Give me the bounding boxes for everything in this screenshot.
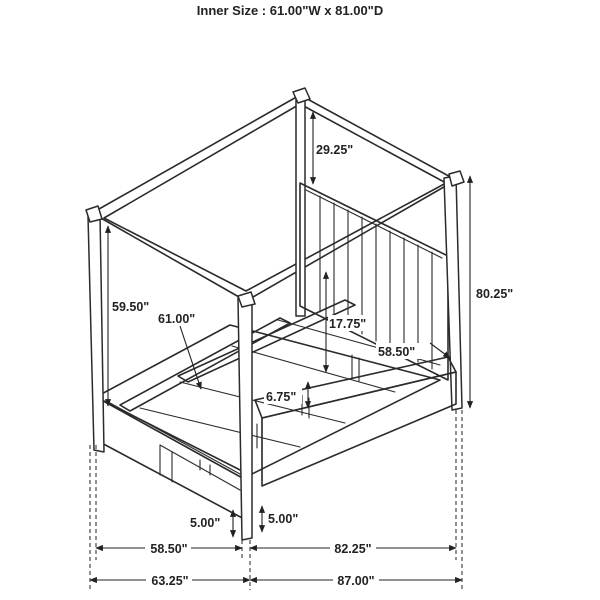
canopy-frame (92, 95, 456, 301)
label-total-height: 80.25" (476, 287, 514, 301)
label-overall-width: 63.25" (151, 574, 189, 588)
inner-size-title: Inner Size : 61.00"W x 81.00"D (196, 3, 384, 18)
label-leg-left: 5.00" (190, 516, 221, 530)
front-left-post (88, 214, 104, 452)
label-inner-width: 61.00" (158, 312, 196, 326)
label-slat-gap: 6.75" (266, 390, 297, 404)
label-canopy-height: 29.25" (316, 143, 354, 157)
label-overall-length: 87.00" (337, 574, 375, 588)
label-bottom-length: 82.25" (334, 542, 372, 556)
front-right-post (238, 296, 252, 540)
label-headboard-height: 17.75" (329, 317, 367, 331)
label-post-height: 59.50" (112, 300, 150, 314)
post-caps (86, 88, 464, 307)
label-bottom-width: 58.50" (150, 542, 188, 556)
label-leg-right: 5.00" (268, 512, 299, 526)
headboard (300, 183, 448, 380)
label-rail-length: 58.50" (378, 345, 416, 359)
